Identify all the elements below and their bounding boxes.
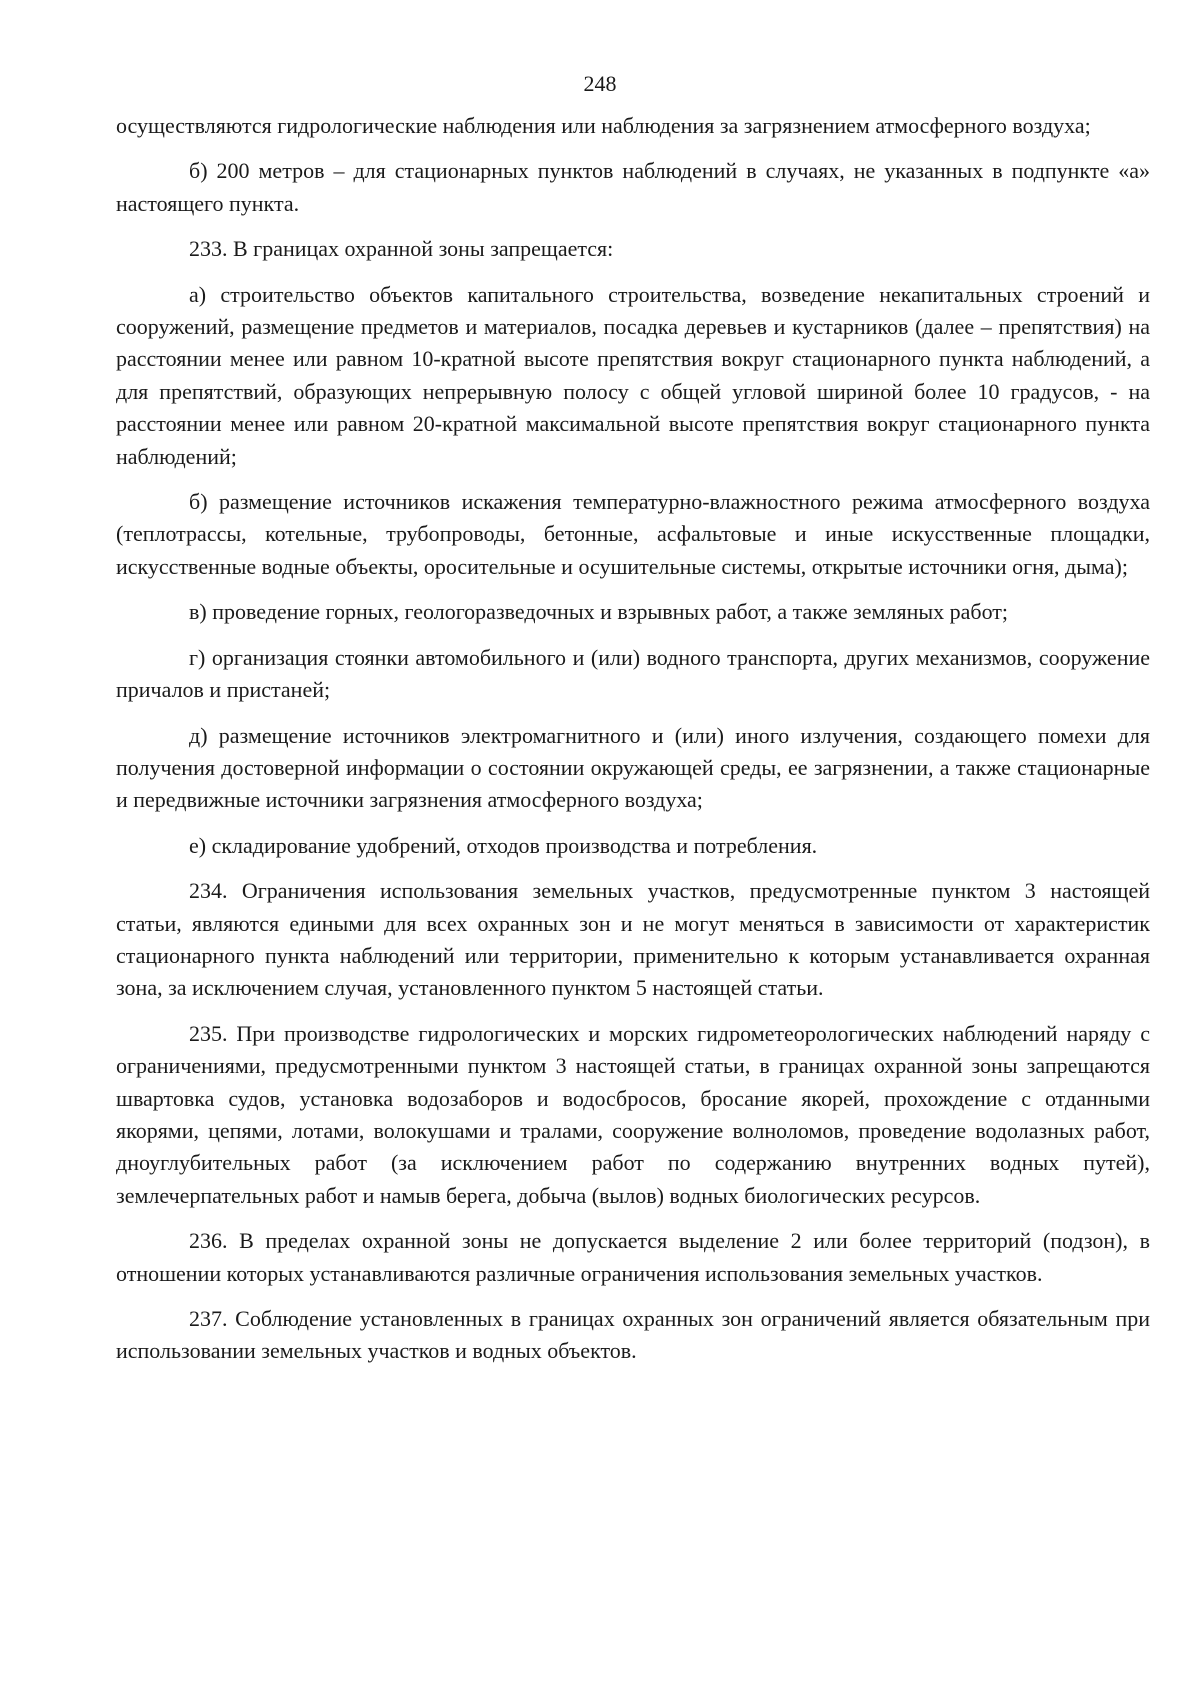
page-number: 248 [583, 71, 617, 96]
paragraph-236: 236. В пределах охранной зоны не допускается выделение 2 или более территорий (подзон), в отношении которых устанавливаются различные ограничения использования земельных участков. [116, 1228, 1150, 1286]
paragraph-234: 234. Ограничения использования земельных участков, предусмотренные пунктом 3 настоящей статьи, являются едиными для всех охранных зон и не могут меняться в зависимости от характеристик стационарного пункта наблюдений или территории, применительно к которым устанавливается охранная зона, за исключением случая, установленного пунктом 5 настоящей статьи. [116, 878, 1150, 1001]
paragraph-233-b: б) размещение источников искажения температурно-влажностного режима атмосферного воздуха (теплотрассы, котельные, трубопроводы, бетонные, асфальтовые и иные искусственные площадки, искусственные водные объекты, оросительные и осушительные системы, открытые источники огня, дыма); [116, 489, 1150, 579]
document-body [116, 110, 1150, 1381]
paragraph-233: 233. В границах охранной зоны запрещается: [189, 236, 614, 262]
paragraph-235: 235. При производстве гидрологических и морских гидрометеорологических наблюдений наряду с ограничениями, предусмотренными пунктом 3 настоящей статьи, в границах охранной зоны запрещаются швартовка судов, установка водозаборов и водосбросов, бросание якорей, прохождение с отданными якорями, цепями, лотами, волокушами и тралами, сооружение волноломов, проведение водолазных работ, дноуглубительных работ (за исключением работ по содержанию внутренних водных путей), землечерпательных работ и намыв берега, добыча (вылов) водных биологических ресурсов. [116, 1020, 1150, 1208]
paragraph-233-e: е) складирование удобрений, отходов производства и потребления. [189, 832, 818, 858]
paragraph-237: 237. Соблюдение установленных в границах охранных зон ограничений является обязательным при использовании земельных участков и водных объектов. [116, 1306, 1150, 1364]
paragraph-233-d: д) размещение источников электромагнитного и (или) иного излучения, создающего помехи для получения достоверной информации о состоянии окружающей среды, ее загрязнении, а также стационарные и передвижные источники загрязнения атмосферного воздуха; [116, 722, 1150, 813]
paragraph-233-v: в) проведение горных, геологоразведочных и взрывных работ, а также земляных работ; [189, 599, 1009, 625]
paragraph-233-a: а) строительство объектов капитального строительства, возведение некапитальных строений и сооружений, размещение предметов и материалов, посадка деревьев и кустарников (далее – препятствия) на расстоянии менее или равном 10-кратной высоте препятствия вокруг стационарного пункта наблюдений, а для препятствий, образующих непрерывную полосу с общей угловой шириной более 10 градусов, - на расстоянии менее или равном 20-кратной максимальной высоте препятствия вокруг стационарного пункта наблюдений; [116, 281, 1150, 469]
paragraph-233-g: г) организация стоянки автомобильного и (или) водного транспорта, других механизмов, сооружение причалов и пристаней; [116, 644, 1150, 703]
paragraph-continuation: осуществляются гидрологические наблюдения или наблюдения за загрязнением атмосферного воздуха; [116, 113, 1091, 138]
paragraph-subitem-b-200m: б) 200 метров – для стационарных пунктов наблюдений в случаях, не указанных в подпункте «а» настоящего пункта. [116, 158, 1150, 216]
